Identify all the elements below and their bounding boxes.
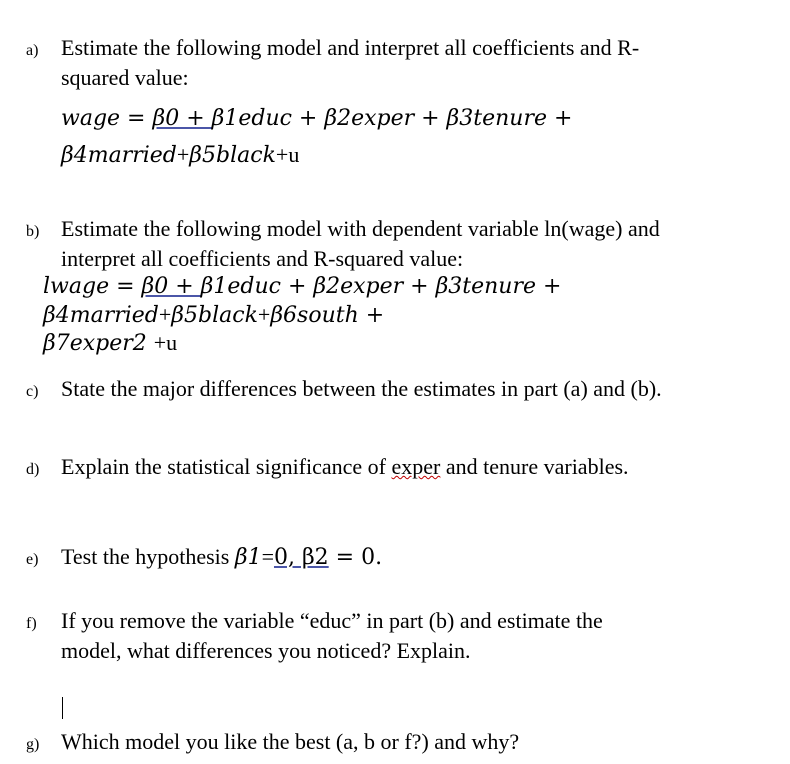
eq-term: = [261,544,274,569]
question-text-line: model, what differences you noticed? Explain. [61,638,471,663]
eq-term: = 0. [328,545,383,570]
question-label: d) [26,461,40,478]
question-label: g) [26,736,40,753]
question-text-line: State the major differences between the estimates in part (a) and (b). [61,376,662,401]
question-text-line: squared value: [61,65,189,90]
question-label: f) [26,615,37,632]
text-run: Test the hypothesis [61,544,235,569]
eq-term: + [158,302,172,327]
eq-term: +u [153,330,178,355]
text-cursor[interactable] [62,697,63,719]
eq-term: β7exper2 [43,331,154,356]
text-run: Explain the statistical significance of [61,454,392,479]
equation-b-line3 [43,328,177,359]
eq-term: β6south + [270,303,385,328]
eq-term: + [176,142,190,167]
question-text-line: Estimate the following model and interpret all coefficients and R- [61,35,640,60]
text-run: and tenure variables. [440,454,629,479]
eq-term: + [257,302,271,327]
eq-term: β4married [61,143,177,168]
question-text-line: If you remove the variable “educ” in part (b) and estimate the [61,608,603,633]
eq-term: β0 + [152,106,212,131]
eq-term: β5black [189,143,276,168]
eq-term: 0, β2 [273,545,329,570]
equation-a-line1 [61,104,572,134]
question-text-line [61,452,629,482]
question-label: b) [26,223,40,240]
eq-term: β4married [43,303,159,328]
eq-term: β0 + [141,274,201,299]
eq-term: +u [275,142,300,167]
eq-term: β1educ + β2exper + β3tenure + [211,106,573,131]
eq-term: wage = [61,106,153,131]
question-label: c) [26,383,39,400]
question-text-line [61,542,382,573]
equation-b-line1 [43,272,561,302]
question-label: e) [26,551,39,568]
equation-a-line2 [61,140,299,171]
question-label: a) [26,42,39,59]
eq-term: lwage = [43,274,142,299]
eq-term: β5black [171,303,258,328]
eq-term: β1 [234,545,262,570]
question-text-line: Estimate the following model with dependent variable ln(wage) and [61,216,660,241]
spellcheck-word[interactable]: exper [391,454,441,479]
equation-b-line2 [43,300,384,331]
eq-term: β1educ + β2exper + β3tenure + [200,274,562,299]
question-text-line: interpret all coefficients and R-squared value: [61,246,464,271]
question-text-line: Which model you like the best (a, b or f?) and why? [61,729,520,754]
